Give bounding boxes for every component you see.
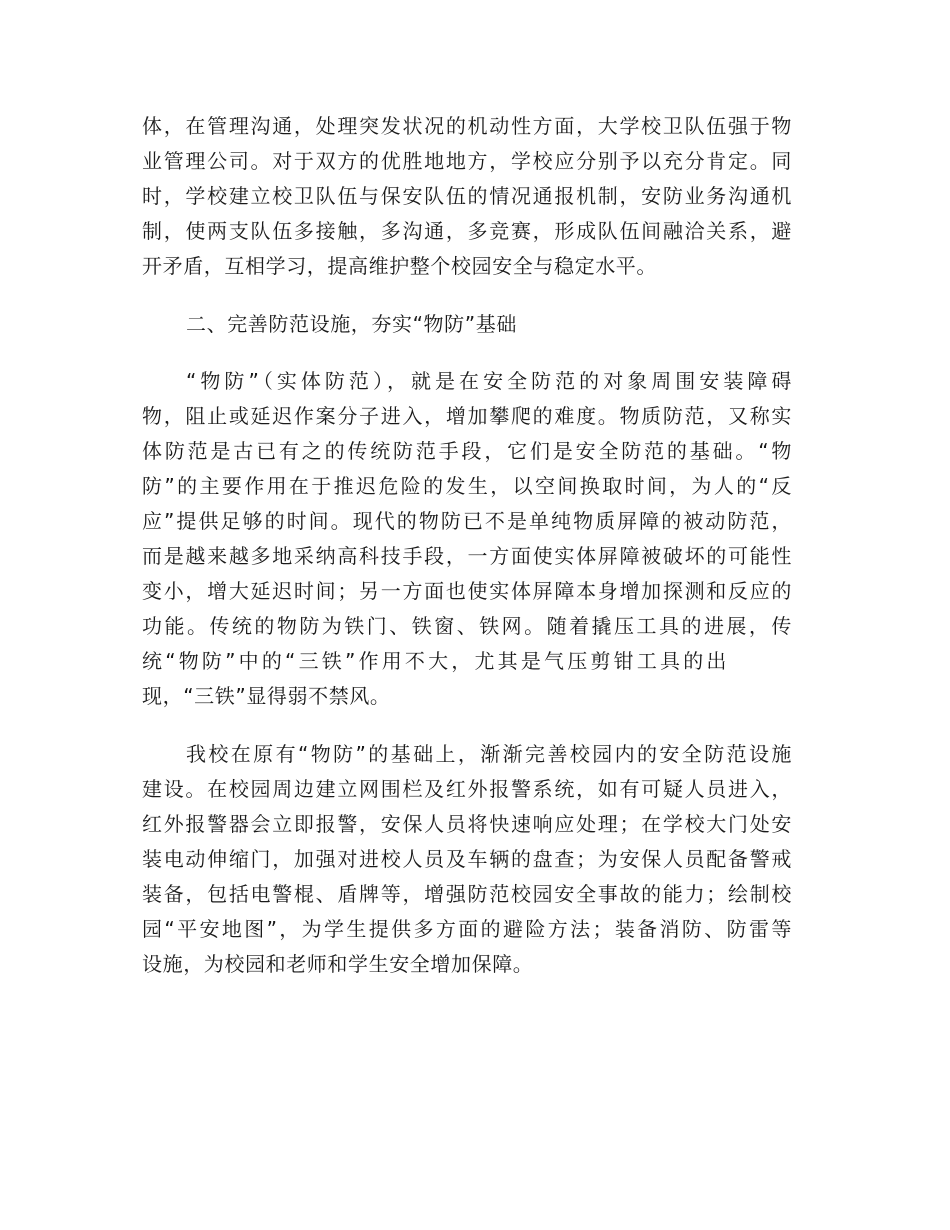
paragraph-line: 开矛盾，互相学习，提高维护整个校园安全与稳定水平。 bbox=[142, 254, 657, 278]
paragraph-line: 建设。在校园周边建立网围栏及红外报警系统，如有可疑人员进入， bbox=[142, 777, 792, 801]
paragraph-line: 时，学校建立校卫队伍与保安队伍的情况通报机制，安防业务沟通机 bbox=[142, 184, 792, 208]
paragraph-line: “物防”（实体防范），就是在安全防范的对象周围安装障碍 bbox=[186, 369, 792, 393]
paragraph-line: 统“物防”中的“三铁”作用不大，尤其是气压剪钳工具的出 bbox=[142, 649, 727, 673]
paragraph-line: 制，使两支队伍多接触，多沟通，多竞赛，形成队伍间融洽关系，避 bbox=[142, 219, 792, 243]
paragraph-line: 装电动伸缩门，加强对进校人员及车辆的盘查；为安保人员配备警戒 bbox=[142, 847, 792, 871]
paragraph-line: 物，阻止或延迟作案分子进入，增加攀爬的难度。物质防范，又称实 bbox=[142, 404, 792, 428]
paragraph-line: 应”提供足够的时间。现代的物防已不是单纯物质屏障的被动防范， bbox=[142, 509, 792, 533]
paragraph-line: 红外报警器会立即报警，安保人员将快速响应处理；在学校大门处安 bbox=[142, 812, 792, 836]
paragraph-line: 业管理公司。对于双方的优胜地地方，学校应分别予以充分肯定。同 bbox=[142, 149, 792, 173]
paragraph-line: 园“平安地图”，为学生提供多方面的避险方法；装备消防、防雷等 bbox=[142, 917, 792, 941]
section-heading: 二、完善防范设施，夯实“物防”基础 bbox=[186, 312, 517, 336]
paragraph-line: 而是越来越多地采纳高科技手段，一方面使实体屏障被破坏的可能性 bbox=[142, 544, 792, 568]
paragraph-line: 装备，包括电警棍、盾牌等，增强防范校园安全事故的能力；绘制校 bbox=[142, 882, 792, 906]
paragraph-line: 设施，为校园和老师和学生安全增加保障。 bbox=[142, 952, 534, 976]
paragraph-line: 我校在原有“物防”的基础上，渐渐完善校园内的安全防范设施 bbox=[186, 742, 792, 766]
paragraph-line: 防”的主要作用在于推迟危险的发生，以空间换取时间，为人的“反 bbox=[142, 474, 792, 498]
paragraph-line: 体，在管理沟通，处理突发状况的机动性方面，大学校卫队伍强于物 bbox=[142, 114, 792, 138]
paragraph-line: 变小，增大延迟时间；另一方面也使实体屏障本身增加探测和反应的 bbox=[142, 579, 792, 603]
paragraph-line: 现，“三铁”显得弱不禁风。 bbox=[142, 684, 391, 708]
paragraph-line: 体防范是古已有之的传统防范手段，它们是安全防范的基础。“物 bbox=[142, 439, 792, 463]
paragraph-line: 功能。传统的物防为铁门、铁窗、铁网。随着撬压工具的进展，传 bbox=[142, 614, 792, 638]
